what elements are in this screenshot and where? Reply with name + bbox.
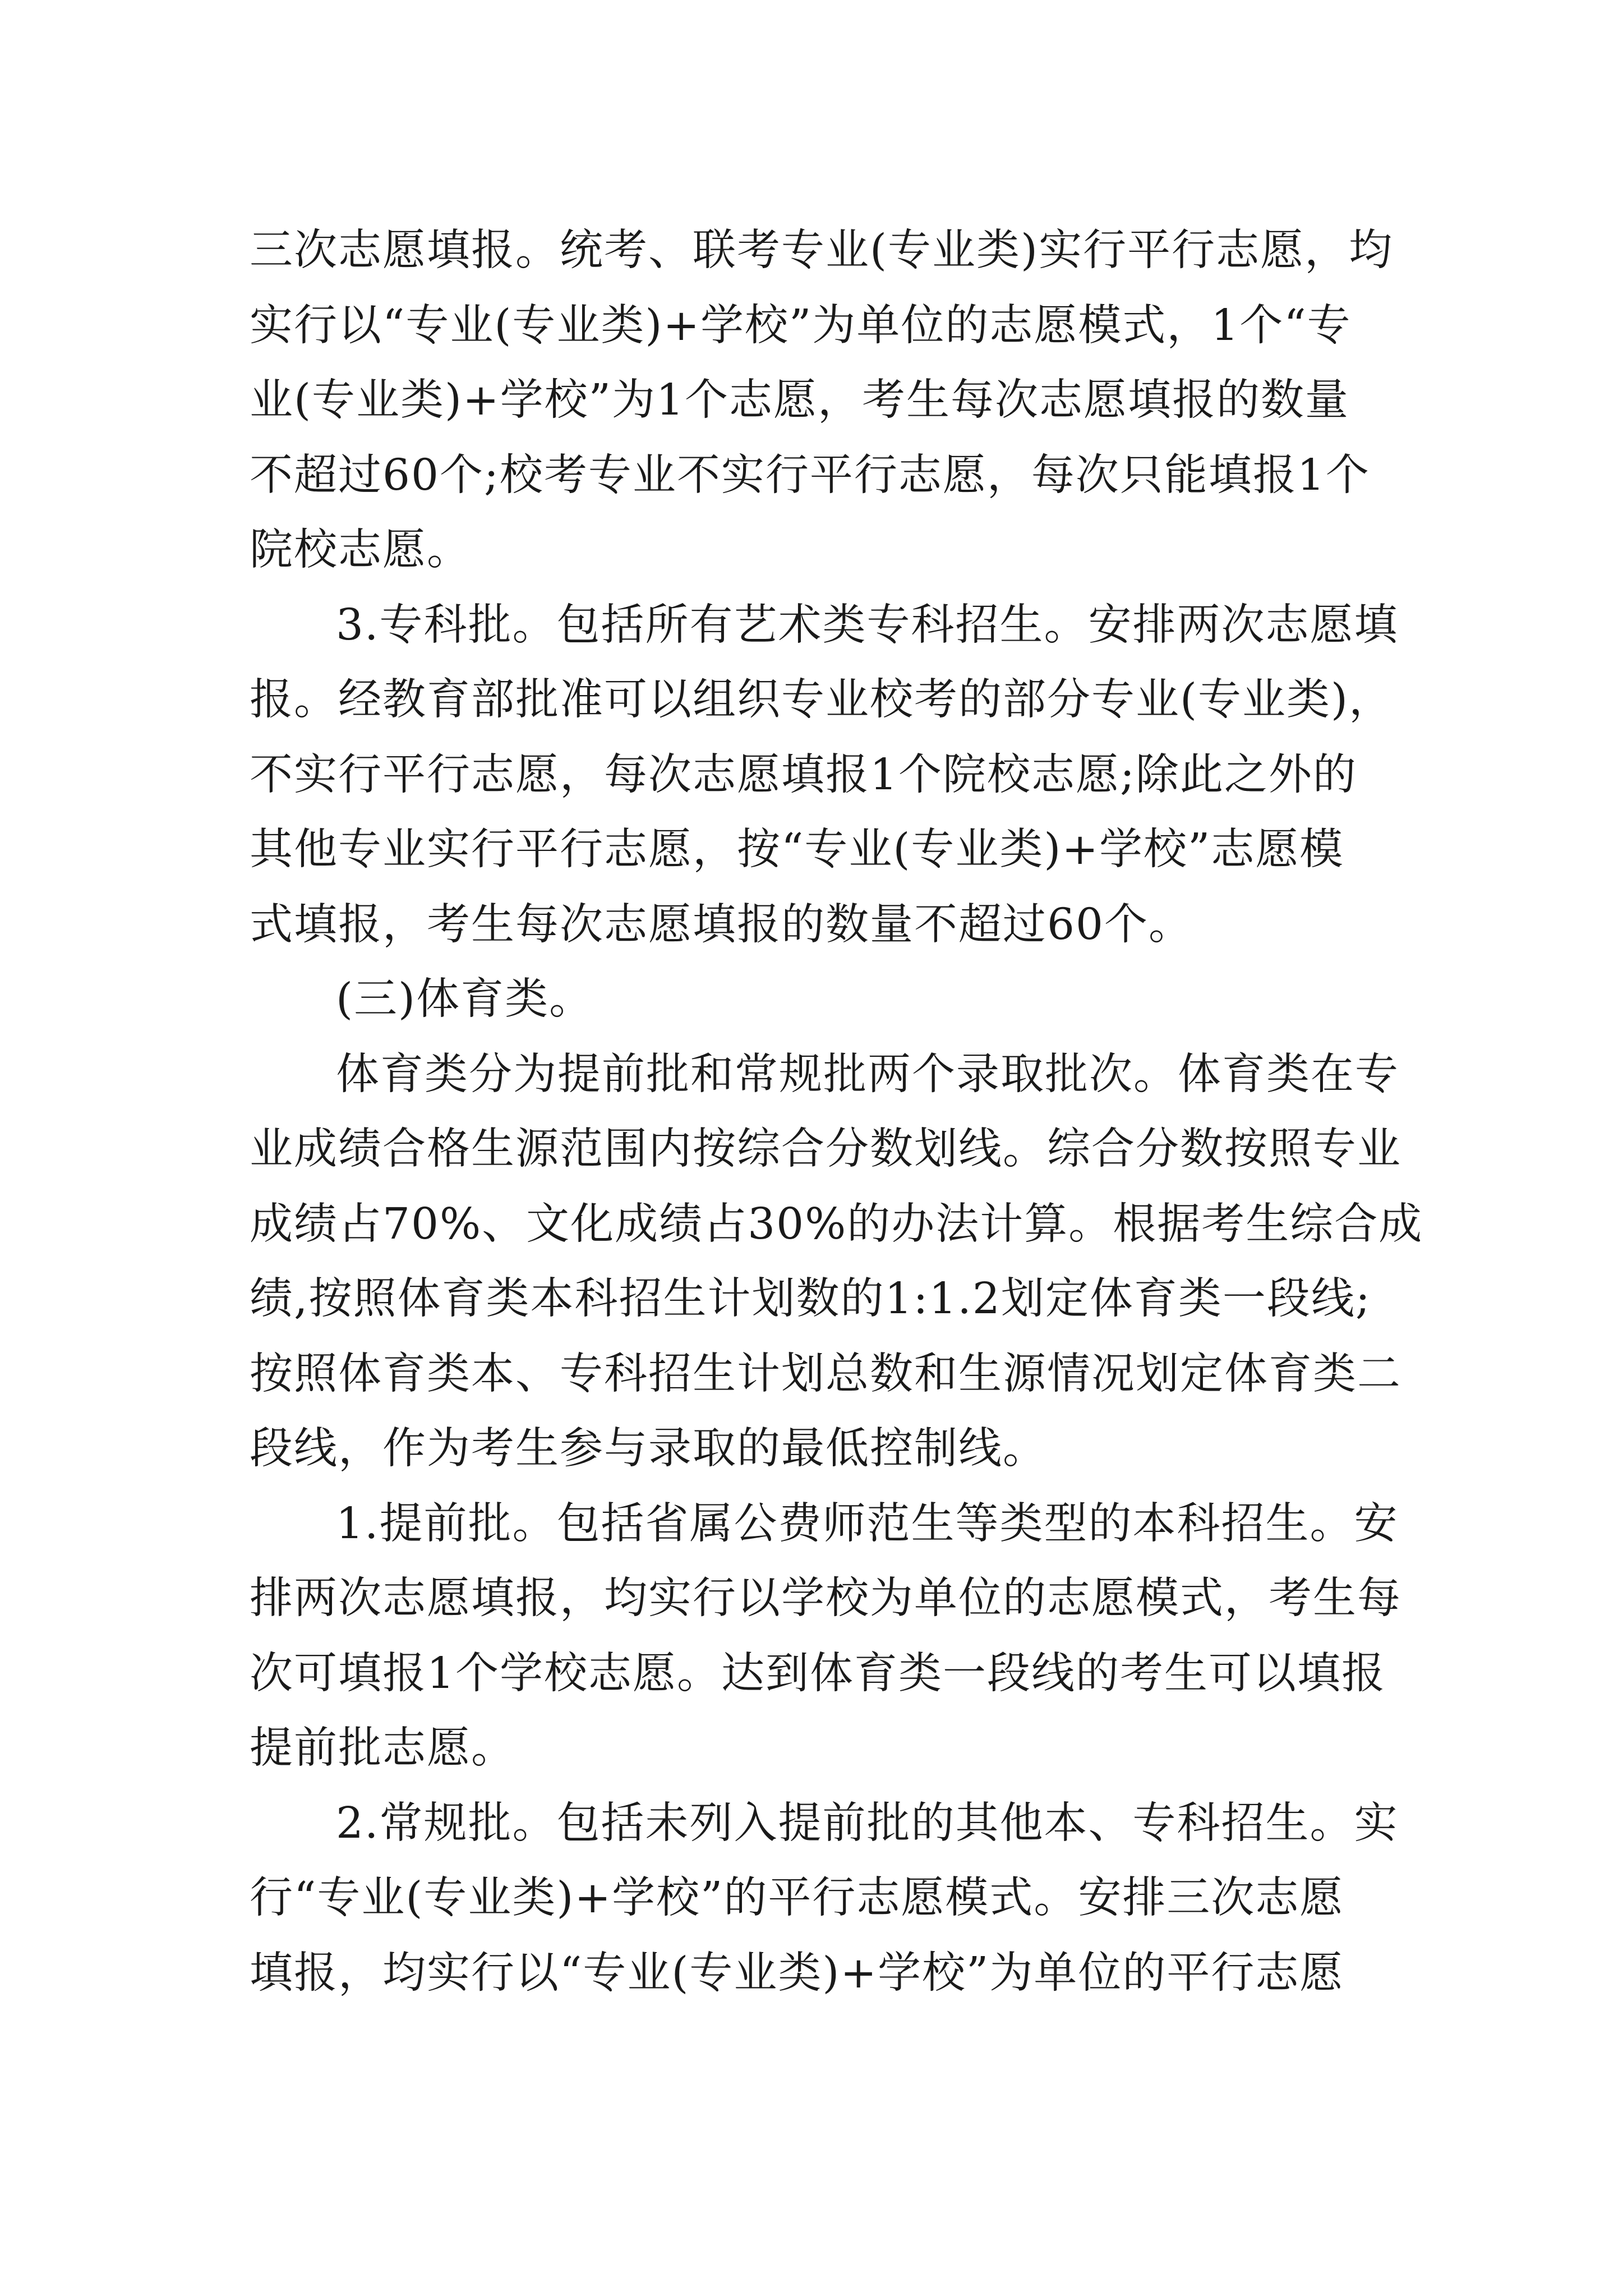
text-line: 次可填报1个学校志愿。达到体育类一段线的考生可以填报 <box>250 1648 1386 1699</box>
text-line: 排两次志愿填报，均实行以学校为单位的志愿模式，考生每 <box>250 1573 1401 1623</box>
text-line: 段线，作为考生参与录取的最低控制线。 <box>250 1424 1047 1474</box>
text-line: 成绩占70%、文化成绩占30%的办法计算。根据考生综合成 <box>250 1199 1423 1249</box>
body-text <box>250 213 1423 2010</box>
text-line: 其他专业实行平行志愿，按“专业(专业类)+学校”志愿模 <box>250 825 1344 875</box>
text-line: (三)体育类。 <box>336 974 594 1024</box>
text-line: 报。经教育部批准可以组织专业校考的部分专业(专业类)， <box>250 675 1394 725</box>
text-line: 实行以“专业(专业类)+学校”为单位的志愿模式，1个“专 <box>250 300 1352 351</box>
text-line: 业成绩合格生源范围内按综合分数划线。综合分数按照专业 <box>250 1124 1401 1174</box>
text-line: 式填报，考生每次志愿填报的数量不超过60个。 <box>250 899 1193 950</box>
text-line: 业(专业类)+学校”为1个志愿，考生每次志愿填报的数量 <box>250 375 1349 425</box>
text-line: 不超过60个;校考专业不实行平行志愿，每次只能填报1个 <box>250 450 1370 500</box>
text-line: 不实行平行志愿，每次志愿填报1个院校志愿;除此之外的 <box>250 749 1357 800</box>
text-line: 填报，均实行以“专业(专业类)+学校”为单位的平行志愿 <box>250 1948 1344 1998</box>
text-line: 2.常规批。包括未列入提前批的其他本、专科招生。实 <box>336 1798 1399 1848</box>
text-line: 绩,按照体育类本科招生计划数的1:1.2划定体育类一段线; <box>250 1274 1371 1324</box>
text-line: 院校志愿。 <box>250 525 471 575</box>
text-line: 按照体育类本、专科招生计划总数和生源情况划定体育类二 <box>250 1349 1401 1399</box>
text-line: 行“专业(专业类)+学校”的平行志愿模式。安排三次志愿 <box>250 1873 1344 1923</box>
text-line: 1.提前批。包括省属公费师范生等类型的本科招生。安 <box>336 1498 1399 1549</box>
text-line: 提前批志愿。 <box>250 1723 515 1773</box>
text-line: 3.专科批。包括所有艺术类专科招生。安排两次志愿填 <box>336 600 1399 650</box>
text-line: 体育类分为提前批和常规批两个录取批次。体育类在专 <box>336 1049 1399 1099</box>
text-line: 三次志愿填报。统考、联考专业(专业类)实行平行志愿，均 <box>250 226 1394 275</box>
